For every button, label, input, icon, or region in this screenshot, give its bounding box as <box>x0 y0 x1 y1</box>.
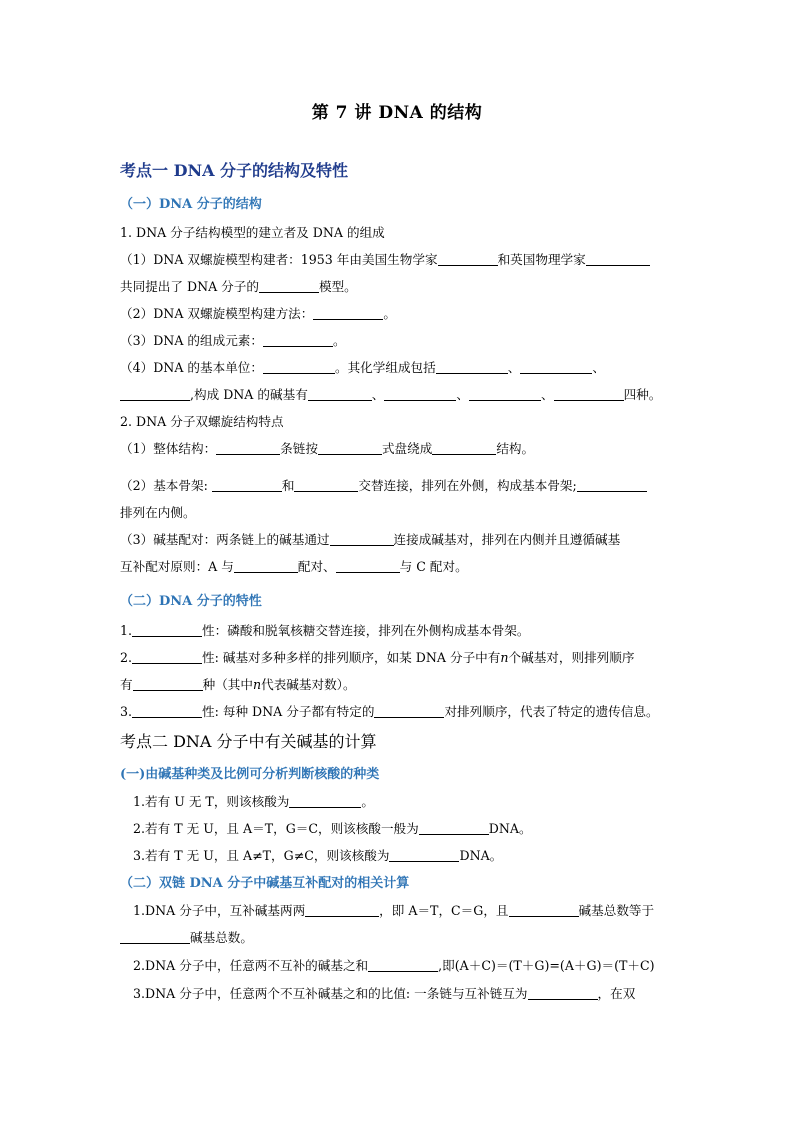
answer-blank[interactable] <box>120 931 190 944</box>
text-line: ,构成 DNA 的碱基有 、 、 、 四种。 <box>120 386 680 404</box>
page-title: 第 7 讲 DNA 的结构 <box>311 103 483 123</box>
text-line: 1.DNA 分子中，互补碱基两两 ，即 A＝T，C＝G，且 碱基总数等于 <box>133 903 655 918</box>
text-line: 1. DNA 分子结构模型的建立者及 DNA 的组成 <box>120 225 385 240</box>
answer-blank[interactable] <box>436 361 508 374</box>
text-line: 3.若有 T 无 U，且 A≠T，G≠C，则该核酸为 DNA。 <box>133 848 503 863</box>
text-line: （1）整体结构： 条链按 式盘绕成 结构。 <box>120 441 535 456</box>
subsection-heading-structure: （一）DNA 分子的结构 <box>120 197 262 212</box>
text-line: 有 种（其中n代表碱基对数）。 <box>120 677 356 692</box>
answer-blank[interactable] <box>509 904 579 917</box>
section-heading-2: 考点二 DNA 分子中有关碱基的计算 <box>120 732 377 751</box>
answer-blank[interactable] <box>308 388 372 401</box>
text-line: 2. 性: 碱基对多种多样的排列顺序，如某 DNA 分子中有n个碱基对，则排列顺序 <box>120 650 635 665</box>
text-line: （2）DNA 双螺旋模型构建方法： 。 <box>120 306 396 321</box>
answer-blank[interactable] <box>374 705 444 718</box>
answer-blank[interactable] <box>528 987 598 1000</box>
text-line: 2.若有 T 无 U，且 A＝T，G＝C，则该核酸一般为 DNA。 <box>133 821 532 836</box>
answer-blank[interactable] <box>318 442 382 455</box>
text-line: （3）碱基配对：两条链上的碱基通过 连接成碱基对，排列在内侧并且遵循碱基 <box>120 532 621 547</box>
text-line: （1）DNA 双螺旋模型构建者：1953 年由美国生物学家 和英国物理学家 <box>120 251 680 269</box>
answer-blank[interactable] <box>419 822 489 835</box>
text-line: 2. DNA 分子双螺旋结构特点 <box>120 414 284 429</box>
text-line: （3）DNA 的组成元素： 。 <box>120 333 346 348</box>
answer-blank[interactable] <box>294 479 358 492</box>
answer-blank[interactable] <box>133 678 203 691</box>
text-line: 排列在内侧。 <box>120 505 196 520</box>
answer-blank[interactable] <box>120 388 190 401</box>
answer-blank[interactable] <box>234 560 298 573</box>
answer-blank[interactable] <box>577 479 647 492</box>
answer-blank[interactable] <box>438 253 498 266</box>
text-line: 碱基总数。 <box>120 929 680 947</box>
answer-blank[interactable] <box>289 795 361 808</box>
text-line: （2）基本骨架: 和 交替连接，排列在外侧，构成基本骨架; <box>120 477 680 495</box>
answer-blank[interactable] <box>259 280 319 293</box>
answer-blank[interactable] <box>132 651 202 664</box>
answer-blank[interactable] <box>368 959 438 972</box>
answer-blank[interactable] <box>132 705 202 718</box>
answer-blank[interactable] <box>469 388 541 401</box>
answer-blank[interactable] <box>263 334 333 347</box>
subsection-heading-nucleic-type: (一)由碱基种类及比例可分析判断核酸的种类 <box>120 767 380 782</box>
answer-blank[interactable] <box>432 442 496 455</box>
text-line: 1.若有 U 无 T，则该核酸为 。 <box>133 794 374 809</box>
text-line: （4）DNA 的基本单位： 。其化学组成包括 、 、 <box>120 360 605 375</box>
answer-blank[interactable] <box>554 388 624 401</box>
answer-blank[interactable] <box>330 533 394 546</box>
answer-blank[interactable] <box>305 904 379 917</box>
answer-blank[interactable] <box>336 560 400 573</box>
text-line: 1. 性：磷酸和脱氧核糖交替连接，排列在外侧构成基本骨架。 <box>120 623 530 638</box>
answer-blank[interactable] <box>263 361 335 374</box>
answer-blank[interactable] <box>313 307 383 320</box>
text-line: 3. 性: 每种 DNA 分子都有特定的 对排列顺序，代表了特定的遗传信息。 <box>120 704 659 719</box>
answer-blank[interactable] <box>389 849 459 862</box>
answer-blank[interactable] <box>216 442 280 455</box>
answer-blank[interactable] <box>212 479 282 492</box>
answer-blank[interactable] <box>520 361 592 374</box>
subsection-heading-pairing-calc: （二）双链 DNA 分子中碱基互补配对的相关计算 <box>120 876 410 891</box>
subsection-heading-properties: （二）DNA 分子的特性 <box>120 594 262 609</box>
text-line: 共同提出了 DNA 分子的 模型。 <box>120 279 357 294</box>
text-line: 3.DNA 分子中，任意两个不互补碱基之和的比值: 一条链与互补链互为 ，在双 <box>133 986 636 1001</box>
text-line: 2.DNA 分子中，任意两不互补的碱基之和 ,即(A＋C)＝(T＋G)=(A＋G)＝(T＋C) <box>133 958 655 973</box>
section-heading-1: 考点一 DNA 分子的结构及特性 <box>120 161 349 180</box>
answer-blank[interactable] <box>132 624 202 637</box>
answer-blank[interactable] <box>586 253 650 266</box>
text-line: 互补配对原则：A 与 配对、 与 C 配对。 <box>120 559 468 574</box>
answer-blank[interactable] <box>384 388 456 401</box>
